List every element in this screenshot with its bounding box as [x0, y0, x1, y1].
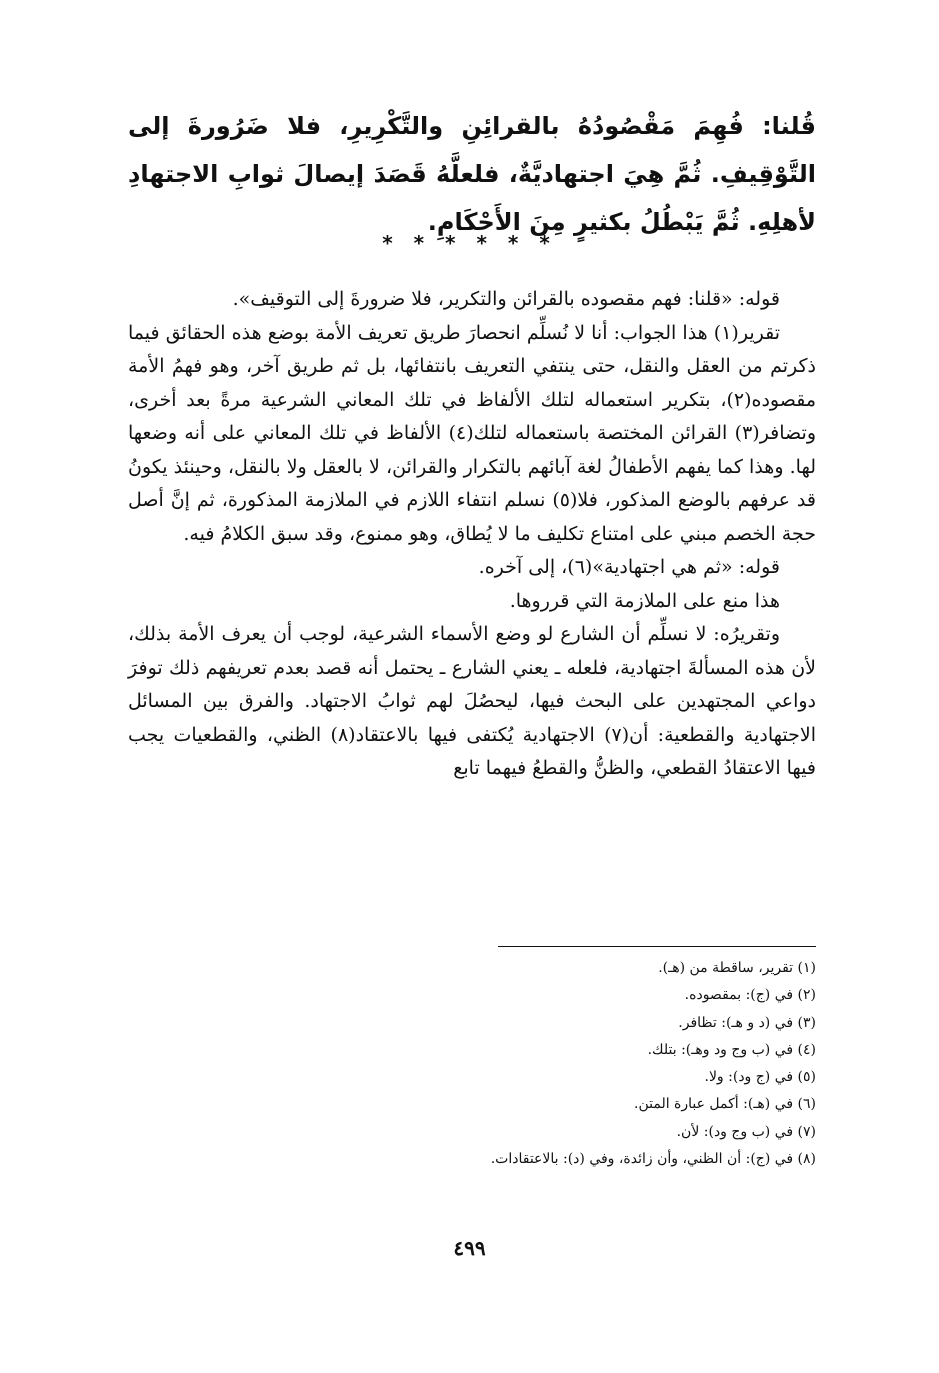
commentary-quote-1: قوله: «قلنا: فهم مقصوده بالقرائن والتكرير، فلا ضرورةَ إلى التوقيف».	[232, 288, 780, 310]
commentary-paragraph-1: تقرير(١) هذا الجواب: أنا لا نُسلِّم انحصارَ طريق تعريف الأمة بوضع هذه الحقائق فيما ذكرتم من العقل والنقل، حتى ينتفي التعريف بانتفائها، بل ثم طريق آخر، وهو فهمُ الأمة مقصوده(٢)، بتكرير استعماله لتلك الألفاظ في تلك المعاني الشرعية مرةً بعد أخرى، وتضافر(٣) القرائن المختصة باستعماله لتلك(٤) الألفاظ في تلك المعاني على أنه وضعها لها. وهذا كما يفهم الأطفالُ لغة آبائهم بالتكرار والقرائن، لا بالعقل ولا بالنقل، وحينئذ يكونُ قد عرفهم بالوضع المذكور، فلا(٥) نسلم انتفاء اللازم في الملازمة المذكورة، ثم إنَّ أصل حجة الخصم مبني على امتناع تكليف ما لا يُطاق، وهو ممنوع، وقد سبق الكلامُ فيه.	[128, 321, 817, 545]
footnote-item: (٦) في (هـ): أكمل عبارة المتن.	[634, 1096, 816, 1113]
commentary-quote-2: قوله: «ثم هي اجتهادية»(٦)، إلى آخره.	[478, 556, 780, 578]
commentary-paragraph-2: هذا منع على الملازمة التي قرروها.	[509, 589, 780, 612]
footnotes-list	[128, 955, 816, 1173]
commentary-paragraph-3: وتقريرُه: لا نسلِّم أن الشارع لو وضع الأسماء الشرعية، لوجب أن يعرف الأمة بذلك، لأن هذه المسألةَ اجتهادية، فلعله ـ يعني الشارع ـ يحتمل أنه قصد بعدم تعريفهم ذلك توفرَ دواعي المجتهدين على البحث فيها، ليحصُلَ لهم ثوابُ الاجتهاد. والفرق بين المسائل الاجتهادية والقطعية: أن(٧) الاجتهادية يُكتفى فيها بالاعتقاد(٨) الظني، والقطعيات يجب فيها الاعتقادُ القطعي، والظنُّ والقطعُ فيهما تابع	[128, 623, 816, 779]
footnote-item: (٧) في (ب وج ود): لأن.	[676, 1123, 816, 1140]
footnote-item: (٢) في (ج): بمقصوده.	[684, 987, 816, 1004]
commentary-body	[128, 283, 816, 786]
page-number: ٤٩٩	[453, 1236, 486, 1260]
footnote-item: (٤) في (ب وج ود وهـ): بتلك.	[647, 1041, 816, 1058]
footnote-item: (٨) في (ج): أن الظني، وأن زائدة، وفي (د): بالاعتقادات.	[490, 1151, 816, 1168]
footnote-item: (١) تقرير، ساقطة من (هـ).	[658, 960, 816, 976]
matn-text: قُلنا: فُهِمَ مَقْصُودُهُ بالقرائِنِ والتَّكْرِيرِ، فلا ضَرُورةَ إلى التَّوْقِيفِ. ثُمَّ هِيَ اجتهاديَّةٌ، فلعلَّهُ قَصَدَ إيصالَ ثوابِ الاجتهادِ لأهلِهِ. ثُمَّ يَبْطُلُ بكثيرٍ مِنَ الأَحْكَامِ.	[128, 112, 816, 236]
footnote-item: (٣) في (د و هـ): تظافر.	[678, 1014, 816, 1031]
footnote-item: (٥) في (ج ود): ولا.	[704, 1069, 816, 1086]
section-separator: * * * * * *	[382, 231, 557, 255]
footnote-separator	[498, 946, 816, 947]
